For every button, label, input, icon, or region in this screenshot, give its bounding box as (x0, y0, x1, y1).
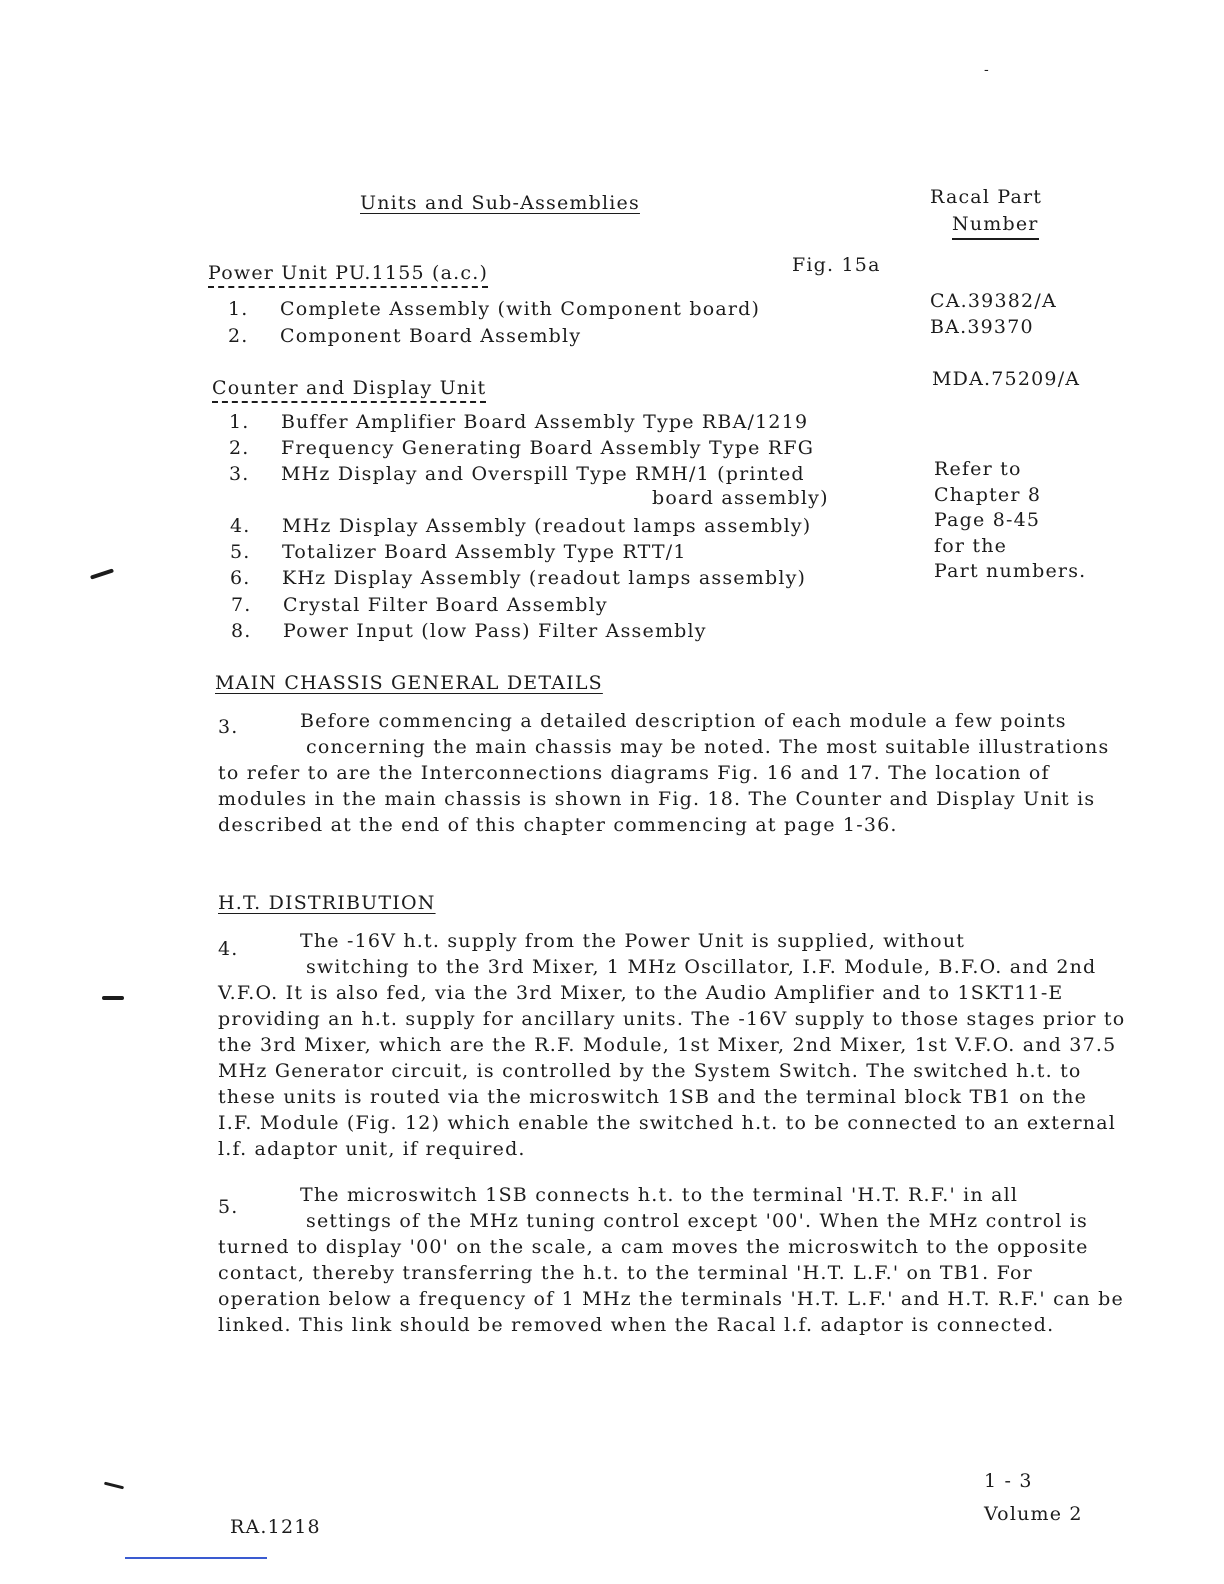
paragraph-body: settings of the MHz tuning control except '00'. When the MHz control is turned to display '00' on the scale, a cam moves the microswitch to the opposite contact, thereby transferring the h.t. to the terminal 'H.T. L.F.' on TB1. For operation below a frequency of 1 MHz the terminals 'H.T. L.F.' and H.T. R.F.' can be linked. This link should be removed when the Racal l.f. adaptor is connected. (218, 1210, 1124, 1336)
item-text: Buffer Amplifier Board Assembly Type RBA/1219 (281, 411, 809, 433)
item-number: 4. (230, 515, 251, 537)
volume-label: Volume 2 (984, 1503, 1083, 1525)
item-number: 1. (229, 411, 250, 433)
item-number: 7. (231, 594, 252, 616)
part-number: BA.39370 (930, 316, 1034, 338)
item-text: KHz Display Assembly (readout lamps assembly) (282, 567, 807, 589)
paragraph-number: 3. (218, 716, 239, 738)
counter-unit-heading: Counter and Display Unit (212, 377, 486, 403)
paragraph-first-line: The -16V h.t. supply from the Power Unit is supplied, without (300, 930, 966, 952)
paragraph (218, 928, 1128, 1162)
list-item (228, 298, 760, 320)
item-number: 6. (230, 567, 251, 589)
list-item (229, 411, 808, 433)
item-number: 1. (228, 298, 249, 320)
item-number: 2. (228, 325, 249, 347)
paragraph-number: 5. (218, 1196, 239, 1218)
item-text: Crystal Filter Board Assembly (283, 594, 608, 616)
power-unit-heading: Power Unit PU.1155 (a.c.) (208, 262, 488, 288)
document-reference: RA.1218 (230, 1516, 321, 1538)
power-unit-fig: Fig. 15a (792, 254, 881, 276)
list-item (229, 437, 814, 459)
paragraph-body: switching to the 3rd Mixer, 1 MHz Oscillator, I.F. Module, B.F.O. and 2nd V.F.O. It is also fed, via the 3rd Mixer, to the Audio Amplifier and to 1SKT11-E providing an h.t. supply for ancillary units. The -16V supply to those stages prior to the 3rd Mixer, which are the R.F. Module, 1st Mixer, 2nd Mixer, 1st V.F.O. and 37.5 MHz Generator circuit, is controlled by the System Switch. The switched h.t. to these units is routed via the microswitch 1SB and the terminal block TB1 on the I.F. Module (Fig. 12) which enable the switched h.t. to be connected to an external l.f. adaptor unit, if required. (218, 956, 1126, 1160)
item-text: Power Input (low Pass) Filter Assembly (283, 620, 707, 642)
list-item (228, 325, 581, 347)
item-number: 3. (229, 463, 250, 485)
item-number: 2. (229, 437, 250, 459)
paragraph-first-line: The microswitch 1SB connects h.t. to the terminal 'H.T. R.F.' in all (300, 1184, 1019, 1206)
item-number: 8. (231, 620, 252, 642)
item-text-continued: board assembly) (652, 487, 829, 509)
part-number-heading: Racal Part (930, 186, 1043, 208)
refer-note: Refer to Chapter 8 Page 8-45 for the Part numbers. (934, 458, 1087, 582)
list-item (229, 463, 805, 485)
paragraph (218, 708, 1128, 838)
page-title: Units and Sub-Assemblies (360, 192, 640, 214)
list-item (231, 594, 608, 616)
page-number: 1 - 3 (984, 1470, 1033, 1492)
part-number-heading-2: Number (952, 213, 1039, 240)
item-number: 5. (230, 541, 251, 563)
section-heading: MAIN CHASSIS GENERAL DETAILS (215, 672, 603, 694)
paragraph-first-line: Before commencing a detailed description of each module a few points (300, 710, 1067, 732)
section-heading: H.T. DISTRIBUTION (218, 892, 436, 914)
item-text: Frequency Generating Board Assembly Type RFG (281, 437, 815, 459)
list-item (230, 515, 811, 537)
margin-mark (104, 1482, 124, 1490)
item-text: Component Board Assembly (280, 325, 582, 347)
list-item (230, 541, 687, 563)
bottom-rule (125, 1557, 267, 1559)
paragraph-body: concerning the main chassis may be noted. The most suitable illustrations to refer to are the Interconnections diagrams Fig. 16 and 17. The location of modules in the main chassis is shown in Fig. 18. The Counter and Display Unit is described at the end of this chapter commencing at page 1-36. (218, 736, 1110, 836)
paragraph-number: 4. (218, 938, 239, 960)
margin-mark (90, 568, 114, 579)
item-text: MHz Display Assembly (readout lamps assembly) (282, 515, 812, 537)
counter-unit-part: MDA.75209/A (932, 368, 1081, 390)
margin-mark (102, 996, 124, 1000)
item-text: MHz Display and Overspill Type RMH/1 (printed (281, 463, 805, 485)
item-text: Totalizer Board Assembly Type RTT/1 (282, 541, 687, 563)
item-text: Complete Assembly (with Component board) (280, 298, 761, 320)
list-item (230, 567, 806, 589)
paragraph (218, 1182, 1128, 1338)
list-item (231, 620, 707, 642)
part-number: CA.39382/A (930, 290, 1057, 312)
corner-mark: - (984, 62, 990, 78)
